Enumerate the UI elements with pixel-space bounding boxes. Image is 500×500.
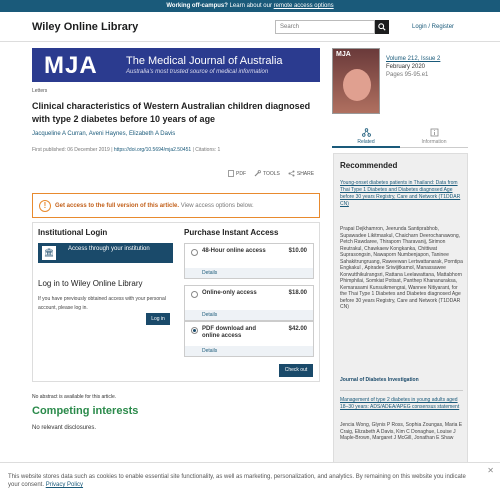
share-icon: [288, 170, 295, 177]
access-notice: [32, 193, 320, 218]
first-published: First published: 06 December 2019: [32, 147, 110, 153]
search-button[interactable]: [375, 20, 389, 34]
issue-pages: Pages 95-95.e1: [386, 72, 429, 78]
access-panel: [32, 222, 320, 382]
share-label: SHARE: [296, 170, 315, 177]
citations-count[interactable]: Citations: 1: [195, 147, 221, 153]
remote-access-bar: [0, 0, 500, 12]
journal-banner-title: The Medical Journal of Australia: [126, 55, 283, 67]
issue-volume-link[interactable]: Volume 212, Issue 2: [386, 56, 441, 62]
institution-icon: 🏛: [42, 246, 56, 260]
option-price: $18.00: [288, 290, 307, 296]
tab-related-label: Related: [357, 139, 375, 145]
article-type: Letters: [32, 88, 48, 94]
off-campus-text: Learn about our: [229, 3, 272, 9]
wrench-icon: [254, 170, 261, 177]
cover-illustration: [343, 69, 371, 101]
pdf-label: PDF: [236, 170, 246, 177]
access-notice-bold: Get access to the full version of this article.: [55, 203, 180, 209]
institution-access-label: Access through your institution: [68, 246, 150, 252]
cookie-message: This website stores data such as cookies to enable essential site functionality, as well as marketing, personalization, and analytics. By remaining on this website you indicate your consent.: [8, 474, 466, 488]
option-details-toggle[interactable]: Details: [185, 346, 313, 356]
purchase-heading: Purchase Instant Access: [184, 228, 279, 237]
option-name: Online-only access: [202, 290, 257, 296]
issue-date: February 2020: [386, 64, 426, 70]
checkout-button[interactable]: Check out: [279, 364, 313, 377]
access-options-text: View access options below.: [180, 203, 254, 209]
site-logo[interactable]: Wiley Online Library: [32, 21, 139, 33]
login-heading: Log in to Wiley Online Library: [38, 279, 143, 288]
no-abstract-note: No abstract is available for this article.: [32, 394, 117, 400]
option-name: PDF download and online access: [202, 326, 256, 339]
recommended-article-authors: Prapai Dejkhamron, Jeerunda Santiprabhob, Supawadee Likitmaskul, Chaicharn Deerochanawong, Petch Rawdaree, Thiraporn Tharavanij, Sirimon Reutrakul, Chawkaew Kongkanka, Chittiwat Suprasongsin, Nawaporn Numbenjapon, Taninee Sahakitrungruang, Raweewan Lertwattanarak, Porntipa Engkakul , Apiradee Sriwijitkamol, Manassawee Korwutthikulrangsri, Rattana Leelawattana, Mattabhorn Phimphilai, Somkiat Potisat, Panthep Khananuraksa, Kemarasami Kunsuikmengrai, Wannee Nitiyarant, for the Thai Type 1 Diabetes and Diabetes diagnosed Age before 30 years Registry, Care and Network (T1DDAR CN): [340, 226, 463, 310]
option-price: $10.00: [288, 248, 307, 254]
journal-banner-mja: MJA: [44, 52, 98, 79]
remote-access-link[interactable]: remote access options: [273, 3, 334, 9]
recommended-article-authors: Jencia Wong, Glynis P Ross, Sophia Zoungas, Maria E Craig, Elizabeth A Davis, Kim C Donaghue, Louise J Maple-Brown, Margaret J McGill, Jonathan E Shaw: [340, 422, 463, 441]
doi-link[interactable]: https://doi.org/10.5694/mja2.50451: [113, 147, 192, 153]
option-price: $42.00: [288, 326, 307, 332]
access-notice-text: [55, 203, 254, 209]
recommended-article-journal[interactable]: Journal of Diabetes Investigation: [340, 377, 419, 383]
article-authors[interactable]: Jacqueline A Curran, Aveni Haynes, Elizabeth A Davis: [32, 131, 176, 137]
off-campus-label: Working off-campus?: [166, 3, 228, 9]
cookie-text: [8, 473, 478, 489]
option-details-toggle[interactable]: Details: [185, 310, 313, 320]
search-icon: [378, 23, 386, 31]
recommended-article-link[interactable]: Management of type 2 diabetes in young adults aged 18–30 years: ADS/ADEA/APEG consensus statement: [340, 397, 460, 410]
info-icon: [430, 128, 439, 137]
divider: [340, 390, 463, 391]
article-tools: [228, 170, 314, 177]
pdf-icon: [228, 170, 234, 177]
recommended-article-link[interactable]: Young-onset diabetes patients in Thailand: Data from Thai Type 1 Diabetes and Diabetes diagnosed Age before 30 years Registry, Care and Network (T1DDAR CN): [340, 180, 461, 207]
share-button[interactable]: [288, 170, 314, 177]
site-header: [0, 12, 500, 42]
tab-related[interactable]: [332, 126, 400, 148]
cover-mja-label: MJA: [336, 51, 351, 58]
competing-interests-text: No relevant disclosures.: [32, 425, 97, 431]
institutional-login-heading: Institutional Login: [38, 228, 108, 237]
journal-banner-tagline: Australia's most trusted source of medical information: [126, 69, 269, 75]
radio-button-selected[interactable]: [191, 327, 198, 334]
option-details-toggle[interactable]: Details: [185, 268, 313, 278]
radio-button[interactable]: [191, 291, 198, 298]
purchase-option[interactable]: [184, 285, 314, 321]
tools-button[interactable]: [254, 170, 280, 177]
info-icon: !: [39, 200, 51, 212]
tab-information[interactable]: [400, 126, 468, 148]
search-input[interactable]: Search: [275, 20, 375, 34]
tools-label: TOOLS: [263, 170, 280, 177]
login-button[interactable]: Log in: [146, 313, 170, 325]
recommended-panel: [333, 153, 468, 493]
radio-button[interactable]: [191, 249, 198, 256]
tab-information-label: Information: [421, 139, 447, 145]
option-name: 48-Hour online access: [202, 248, 266, 254]
issue-info: [386, 55, 440, 79]
competing-interests-heading: Competing interests: [32, 405, 139, 417]
cookie-banner: [0, 462, 500, 500]
journal-banner[interactable]: [32, 48, 320, 82]
publication-info: First published: 06 December 2019 | https://doi.org/10.5694/mja2.50451 | Citations: 1: [32, 147, 221, 153]
pdf-button[interactable]: [228, 170, 246, 177]
recommended-heading: Recommended: [340, 161, 398, 170]
purchase-option[interactable]: [184, 243, 314, 279]
login-register-link[interactable]: Login / Register: [412, 24, 455, 30]
article-title: Clinical characteristics of Western Australian children diagnosed with type 2 diabetes before 10 years of age: [32, 101, 311, 124]
privacy-policy-link[interactable]: Privacy Policy: [45, 482, 84, 488]
issue-cover-image[interactable]: [332, 48, 380, 114]
institution-access-button[interactable]: [38, 243, 173, 263]
login-description: If you have previously obtained access with your personal account, please log in.: [38, 296, 166, 311]
purchase-option-selected[interactable]: [184, 321, 314, 357]
network-icon: [362, 128, 371, 137]
sidebar-tabs: [332, 126, 468, 148]
close-icon[interactable]: ✕: [487, 466, 494, 475]
